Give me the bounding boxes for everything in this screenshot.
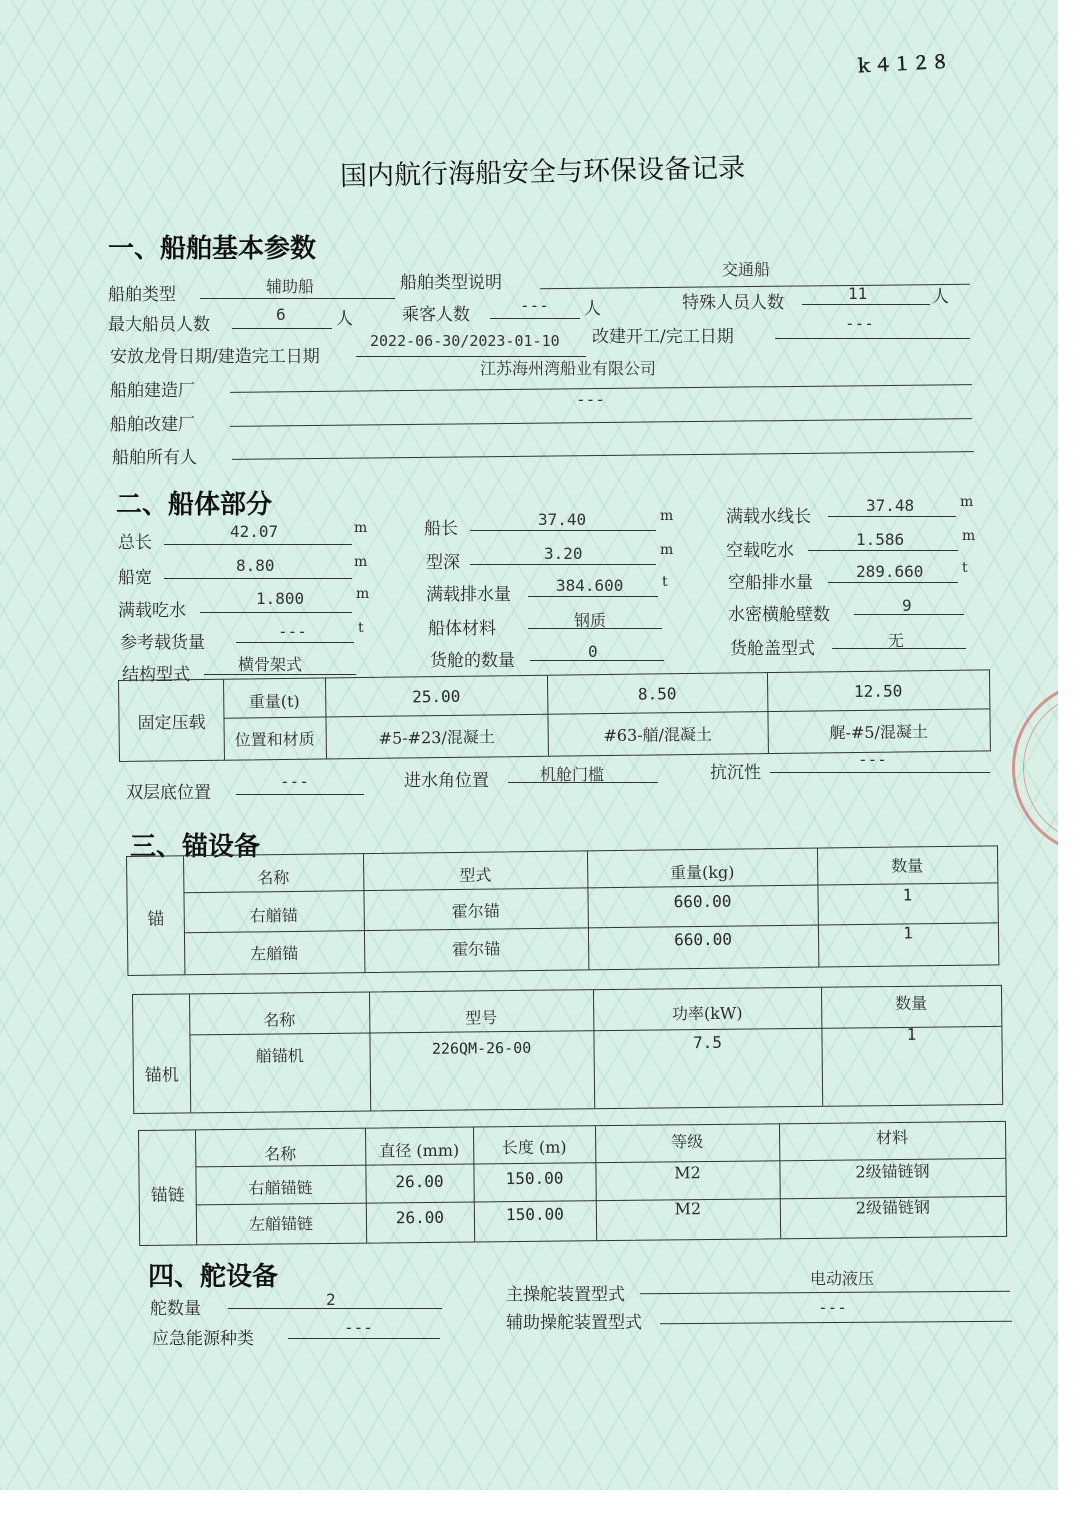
aux-steer-value: --- (818, 1298, 847, 1317)
chain-row-2-diameter: 26.00 (395, 1207, 445, 1228)
anti-sink-value: --- (858, 750, 887, 769)
lwl-unit: m (960, 494, 974, 510)
double-bottom-label: 双层底位置 (126, 783, 211, 803)
ballast-weight-2: 8.50 (637, 684, 677, 704)
flood-angle-value: 机舱门槛 (540, 765, 605, 784)
max-crew-value: 6 (276, 305, 286, 324)
windlass-row-1-model: 226QM-26-00 (431, 1038, 532, 1058)
modify-date-value: --- (845, 314, 874, 333)
anchor-row-2-name: 左艏锚 (250, 943, 299, 964)
breadth-label: 船宽 (118, 568, 152, 588)
passengers-label: 乘客人数 (402, 305, 470, 325)
aux-steer-label: 辅助操舵装置型式 (506, 1313, 642, 1333)
structure-value: 横骨架式 (238, 655, 303, 674)
chain-row-1-length: 150.00 (505, 1168, 564, 1189)
depth-label: 型深 (426, 553, 460, 573)
chain-row-1-name: 右艏锚链 (248, 1178, 313, 1198)
page-title: 国内航行海船安全与环保设备记录 (339, 152, 746, 193)
owner-label: 船舶所有人 (112, 448, 197, 468)
rudders-value: 2 (326, 1290, 336, 1309)
chain-header-length: 长度 (m) (501, 1137, 567, 1158)
light-disp-label: 空船排水量 (728, 573, 813, 593)
flood-angle-label: 进水角位置 (404, 771, 489, 791)
type-desc-label: 船舶类型说明 (400, 273, 502, 293)
bulkheads-value: 9 (902, 596, 912, 615)
modify-date-label: 改建开工/完工日期 (592, 327, 734, 347)
double-bottom-value: --- (280, 772, 309, 791)
light-draft-label: 空载吃水 (726, 541, 794, 561)
lbp-value: 37.40 (538, 510, 587, 529)
chain-header-grade: 等级 (671, 1132, 704, 1152)
material-value: 钢质 (574, 611, 607, 630)
material-label: 船体材料 (428, 619, 496, 639)
lbp-unit: m (660, 508, 674, 524)
cargo-value: --- (278, 622, 307, 641)
special-value: 11 (848, 284, 868, 303)
keel-date-value: 2022-06-30/2023-01-10 (370, 332, 560, 350)
anchor-row-2-type: 霍尔锚 (452, 939, 501, 960)
chain-header-name: 名称 (264, 1144, 297, 1164)
loa-label: 总长 (118, 533, 152, 553)
special-unit: 人 (932, 287, 949, 307)
windlass-label: 锚机 (144, 1065, 179, 1086)
chain-row-1-grade: M2 (674, 1163, 701, 1183)
anchor-row-2-qty: 1 (903, 923, 913, 943)
chain-row-2-material: 2级锚链钢 (855, 1197, 931, 1218)
max-crew-unit: 人 (336, 309, 353, 329)
full-disp-unit: t (662, 574, 668, 590)
chain-label: 锚链 (150, 1185, 185, 1206)
ballast-position-header: 位置和材质 (234, 729, 315, 750)
windlass-header-model: 型号 (465, 1008, 498, 1028)
breadth-value: 8.80 (236, 556, 275, 575)
ballast-position-2: #63-艏/混凝土 (603, 724, 713, 746)
full-draft-value: 1.800 (256, 589, 305, 608)
hatch-label: 货舱盖型式 (730, 639, 815, 659)
chain-row-1-diameter: 26.00 (395, 1171, 444, 1192)
main-steer-value: 电动液压 (810, 1269, 875, 1288)
breadth-unit: m (354, 554, 368, 570)
special-label: 特殊人员人数 (682, 293, 784, 313)
modifier-value: --- (576, 390, 605, 409)
light-draft-unit: m (962, 528, 976, 544)
loa-unit: m (354, 520, 368, 536)
chain-table (138, 1121, 1007, 1246)
light-disp-unit: t (962, 560, 968, 576)
ship-type-label: 船舶类型 (108, 285, 176, 305)
depth-unit: m (660, 542, 674, 558)
anchor-header-type: 型式 (459, 865, 492, 885)
ballast-label: 固定压载 (137, 712, 206, 734)
lwl-value: 37.48 (866, 496, 915, 515)
cargo-unit: t (358, 620, 364, 636)
ballast-table (118, 669, 991, 762)
anchor-row-2-weight: 660.00 (674, 929, 733, 950)
section-3-heading: 三、锚设备 (130, 832, 261, 862)
emergency-label: 应急能源种类 (152, 1329, 254, 1349)
depth-value: 3.20 (544, 544, 583, 563)
serial-number: ｋ４１２８ (854, 51, 951, 78)
chain-row-2-name: 左艏锚链 (248, 1214, 314, 1234)
ballast-weight-header: 重量(t) (248, 691, 300, 712)
modifier-label: 船舶改建厂 (110, 415, 195, 435)
section-2-heading: 二、船体部分 (116, 490, 273, 520)
loa-value: 42.07 (230, 522, 279, 541)
anchor-row-1-name: 右艏锚 (249, 905, 298, 926)
ballast-weight-1: 25.00 (412, 686, 461, 707)
full-disp-label: 满载排水量 (426, 585, 511, 605)
full-draft-label: 满载吃水 (118, 601, 186, 621)
windlass-table (132, 985, 1003, 1114)
main-steer-label: 主操舵装置型式 (506, 1285, 625, 1305)
lbp-label: 船长 (424, 519, 458, 539)
section-1-heading: 一、船舶基本参数 (108, 234, 317, 264)
chain-header-diameter: 直径 (mm) (379, 1140, 460, 1161)
rudders-label: 舵数量 (150, 1299, 201, 1319)
windlass-row-1-qty: 1 (906, 1024, 917, 1044)
anchor-label: 锚 (147, 909, 165, 930)
windlass-header-qty: 数量 (895, 993, 928, 1014)
light-draft-value: 1.586 (856, 530, 905, 549)
chain-row-2-grade: M2 (674, 1199, 702, 1219)
windlass-header-name: 名称 (263, 1010, 296, 1030)
chain-row-2-length: 150.00 (505, 1204, 564, 1225)
chain-row-1-material: 2级锚链钢 (855, 1161, 930, 1182)
cargo-label: 参考载货量 (120, 633, 205, 653)
windlass-row-1-name: 艏锚机 (255, 1046, 304, 1066)
red-seal-stamp (1012, 680, 1058, 856)
anchor-row-1-weight: 660.00 (673, 891, 732, 912)
max-crew-label: 最大船员人数 (108, 315, 210, 335)
ballast-weight-3: 12.50 (853, 681, 903, 702)
light-disp-value: 289.660 (856, 562, 924, 581)
builder-value: 江苏海州湾船业有限公司 (480, 359, 657, 378)
anchor-header-name: 名称 (257, 868, 290, 888)
ballast-position-1: #5-#23/混凝土 (378, 727, 495, 748)
holds-label: 货舱的数量 (430, 651, 515, 671)
chain-header-material: 材料 (876, 1127, 909, 1148)
lwl-label: 满载水线长 (726, 507, 811, 527)
emergency-value: --- (344, 1318, 373, 1337)
builder-label: 船舶建造厂 (110, 381, 195, 401)
anchor-row-1-qty: 1 (902, 885, 913, 905)
ship-type-value: 辅助船 (266, 277, 315, 296)
section-4-heading: 四、舵设备 (148, 1262, 279, 1292)
anchor-table (126, 845, 999, 976)
keel-date-label: 安放龙骨日期/建造完工日期 (110, 347, 320, 367)
passengers-unit: 人 (584, 299, 601, 319)
bulkheads-label: 水密横舱壁数 (728, 605, 830, 625)
anchor-row-1-type: 霍尔锚 (451, 901, 500, 922)
windlass-row-1-power: 7.5 (692, 1032, 723, 1053)
holds-value: 0 (588, 642, 598, 661)
type-desc-value: 交通船 (722, 260, 771, 279)
hatch-value: 无 (888, 631, 905, 650)
anchor-header-weight: 重量(kg) (669, 862, 735, 883)
passengers-value: --- (520, 296, 549, 315)
anti-sink-label: 抗沉性 (710, 763, 761, 783)
windlass-header-power: 功率(kW) (671, 1003, 743, 1024)
structure-label: 结构型式 (122, 665, 190, 685)
ballast-position-3: 艉-#5/混凝土 (829, 722, 928, 743)
full-disp-value: 384.600 (556, 576, 624, 595)
anchor-header-qty: 数量 (891, 856, 924, 876)
full-draft-unit: m (356, 586, 370, 602)
